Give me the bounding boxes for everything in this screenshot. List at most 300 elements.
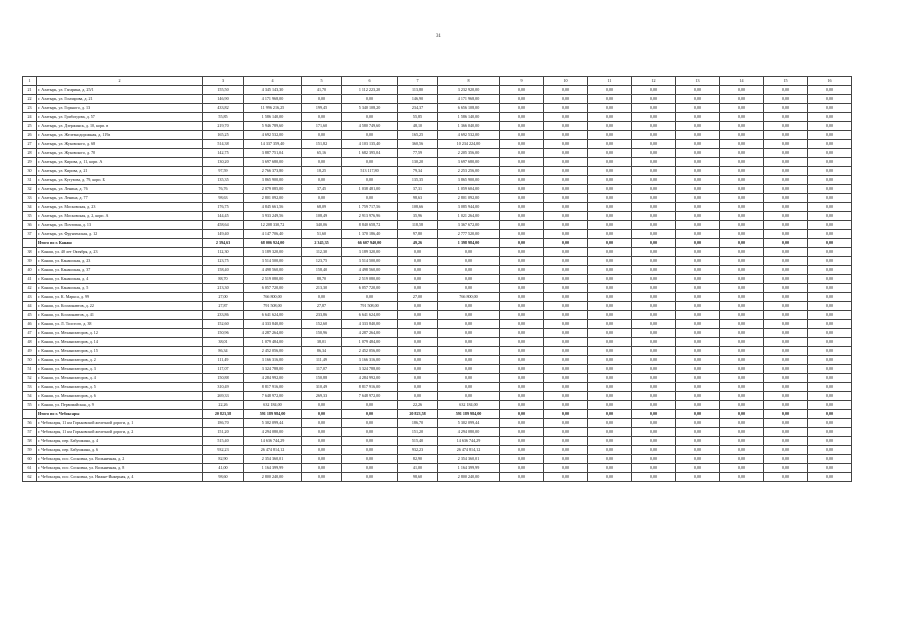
row-number-cell: 30 xyxy=(23,167,37,176)
value-cell: 0,00 xyxy=(720,239,764,248)
row-number-cell: 52 xyxy=(23,374,37,383)
value-cell: 2 345,35 xyxy=(302,239,342,248)
value-cell: 123,75 xyxy=(203,257,244,266)
row-number-cell: 29 xyxy=(23,158,37,167)
value-cell: 0,00 xyxy=(342,158,398,167)
value-cell: 88,70 xyxy=(302,275,342,284)
row-number-cell: 28 xyxy=(23,149,37,158)
table-row xyxy=(23,167,852,176)
value-cell: 0,00 xyxy=(764,203,808,212)
value-cell: 0,00 xyxy=(342,401,398,410)
value-cell: 4 845 661,56 xyxy=(244,203,302,212)
value-cell: 0,00 xyxy=(500,455,544,464)
value-cell: 165,25 xyxy=(398,131,438,140)
value-cell: 35,96 xyxy=(398,212,438,221)
value-cell: 0,00 xyxy=(764,383,808,392)
value-cell: 0,00 xyxy=(676,293,720,302)
table-row xyxy=(23,356,852,365)
value-cell: 5 946 789,60 xyxy=(244,122,302,131)
value-cell: 186,70 xyxy=(203,419,244,428)
value-cell: 0,00 xyxy=(632,113,676,122)
value-cell: 0,00 xyxy=(808,338,852,347)
value-cell: 4 345 143,30 xyxy=(244,86,302,95)
value-cell: 4 171 968,00 xyxy=(244,95,302,104)
value-cell: 458,64 xyxy=(203,221,244,230)
value-cell: 0,00 xyxy=(632,428,676,437)
value-cell: 186,70 xyxy=(398,419,438,428)
value-cell: 0,00 xyxy=(808,167,852,176)
value-cell: 0,00 xyxy=(808,113,852,122)
value-cell: 1 164 399,99 xyxy=(438,464,500,473)
value-cell: 0,00 xyxy=(588,212,632,221)
table-row xyxy=(23,194,852,203)
value-cell: 0,00 xyxy=(720,320,764,329)
subtotal-row xyxy=(23,410,852,419)
value-cell: 6 057 720,00 xyxy=(342,284,398,293)
value-cell: 0,00 xyxy=(544,149,588,158)
value-cell: 0,00 xyxy=(676,410,720,419)
table-row xyxy=(23,437,852,446)
value-cell: 0,00 xyxy=(676,149,720,158)
value-cell: 82,90 xyxy=(203,455,244,464)
value-cell: 0,00 xyxy=(632,374,676,383)
value-cell: 0,00 xyxy=(720,266,764,275)
value-cell: 0,00 xyxy=(500,302,544,311)
table-row xyxy=(23,419,852,428)
value-cell: 0,00 xyxy=(676,194,720,203)
value-cell: 0,00 xyxy=(764,167,808,176)
value-cell: 0,00 xyxy=(398,320,438,329)
value-cell: 0,00 xyxy=(676,86,720,95)
value-cell: 0,00 xyxy=(302,158,342,167)
value-cell: 0,00 xyxy=(302,419,342,428)
value-cell: 0,00 xyxy=(544,392,588,401)
value-cell: 0,00 xyxy=(500,419,544,428)
value-cell: 0,00 xyxy=(720,203,764,212)
value-cell: 0,00 xyxy=(720,392,764,401)
value-cell: 2 205 356,00 xyxy=(438,149,500,158)
table-row xyxy=(23,320,852,329)
value-cell: 0,00 xyxy=(764,428,808,437)
value-cell: 0,00 xyxy=(808,293,852,302)
value-cell: 0,00 xyxy=(720,293,764,302)
value-cell: 0,00 xyxy=(764,473,808,482)
value-cell: 0,00 xyxy=(588,194,632,203)
row-number-cell: 23 xyxy=(23,104,37,113)
value-cell: 0,00 xyxy=(588,302,632,311)
address-cell: г. Канаш, ул. Л. Толстого, д. 38 xyxy=(37,320,203,329)
value-cell: 3 933 249,56 xyxy=(244,212,302,221)
value-cell: 48,10 xyxy=(398,122,438,131)
row-number-cell: 36 xyxy=(23,221,37,230)
value-cell: 2 519 080,00 xyxy=(342,275,398,284)
value-cell: 0,00 xyxy=(500,122,544,131)
value-cell: 0,00 xyxy=(588,149,632,158)
value-cell: 111,49 xyxy=(302,356,342,365)
value-cell: 766 800,00 xyxy=(244,293,302,302)
column-number-cell: 8 xyxy=(438,77,500,86)
value-cell: 0,00 xyxy=(438,284,500,293)
row-number-cell xyxy=(23,410,37,419)
value-cell: 0,00 xyxy=(808,131,852,140)
value-cell: 0,00 xyxy=(500,320,544,329)
table-row xyxy=(23,338,852,347)
value-cell: 0,00 xyxy=(764,239,808,248)
value-cell: 0,00 xyxy=(720,194,764,203)
value-cell: 0,00 xyxy=(500,140,544,149)
value-cell: 0,00 xyxy=(544,410,588,419)
value-cell: 76,76 xyxy=(203,185,244,194)
value-cell: 0,00 xyxy=(500,464,544,473)
row-number-cell: 34 xyxy=(23,203,37,212)
address-cell: г. Канаш, ул. Механизаторов, д. 4 xyxy=(37,374,203,383)
value-cell: 0,00 xyxy=(342,446,398,455)
value-cell: 0,00 xyxy=(398,383,438,392)
value-cell: 0,00 xyxy=(500,221,544,230)
value-cell: 0,00 xyxy=(500,374,544,383)
value-cell: 0,00 xyxy=(342,113,398,122)
value-cell: 0,00 xyxy=(808,347,852,356)
row-number-cell: 62 xyxy=(23,473,37,482)
value-cell: 0,00 xyxy=(588,356,632,365)
value-cell: 158,40 xyxy=(203,266,244,275)
value-cell: 0,00 xyxy=(720,284,764,293)
value-cell: 117,07 xyxy=(203,365,244,374)
value-cell: 0,00 xyxy=(632,473,676,482)
value-cell: 0,00 xyxy=(500,329,544,338)
value-cell: 0,00 xyxy=(500,113,544,122)
value-cell: 0,00 xyxy=(588,392,632,401)
address-cell: г. Алатырь, ул. Московская, д. 2, корп. А xyxy=(37,212,203,221)
value-cell: 0,00 xyxy=(342,410,398,419)
value-cell: 0,00 xyxy=(808,374,852,383)
value-cell: 0,00 xyxy=(544,338,588,347)
column-number-cell: 14 xyxy=(720,77,764,86)
value-cell: 0,00 xyxy=(544,203,588,212)
row-number-cell: 32 xyxy=(23,185,37,194)
value-cell: 0,00 xyxy=(500,257,544,266)
value-cell: 0,00 xyxy=(808,401,852,410)
value-cell: 0,00 xyxy=(544,329,588,338)
value-cell: 0,00 xyxy=(808,104,852,113)
value-cell: 150,88 xyxy=(203,374,244,383)
value-cell: 0,00 xyxy=(398,365,438,374)
value-cell: 0,00 xyxy=(544,212,588,221)
value-cell: 0,00 xyxy=(764,356,808,365)
table-row xyxy=(23,257,852,266)
row-number-cell: 31 xyxy=(23,176,37,185)
table-row xyxy=(23,131,852,140)
value-cell: 37,45 xyxy=(302,185,342,194)
value-cell: 0,00 xyxy=(500,239,544,248)
value-cell: 0,00 xyxy=(588,257,632,266)
value-cell: 0,00 xyxy=(438,302,500,311)
row-number-cell: 41 xyxy=(23,275,37,284)
value-cell: 0,00 xyxy=(676,203,720,212)
value-cell: 0,00 xyxy=(588,167,632,176)
address-cell: Итого по г. Канаш xyxy=(37,239,203,248)
value-cell: 0,00 xyxy=(544,221,588,230)
value-cell: 1 586 140,00 xyxy=(244,113,302,122)
value-cell: 0,00 xyxy=(302,473,342,482)
value-cell: 0,00 xyxy=(342,473,398,482)
value-cell: 0,00 xyxy=(398,266,438,275)
value-cell: 0,00 xyxy=(808,383,852,392)
value-cell: 5 302 099,44 xyxy=(244,419,302,428)
value-cell: 0,00 xyxy=(632,86,676,95)
value-cell: 0,00 xyxy=(588,248,632,257)
value-cell: 4 284 992,00 xyxy=(244,374,302,383)
value-cell: 0,00 xyxy=(764,275,808,284)
value-cell: 3 865 900,00 xyxy=(244,176,302,185)
column-number-cell: 12 xyxy=(632,77,676,86)
value-cell: 0,00 xyxy=(398,392,438,401)
value-cell: 0,00 xyxy=(720,140,764,149)
value-cell: 0,00 xyxy=(544,473,588,482)
value-cell: 0,00 xyxy=(676,212,720,221)
value-cell: 3 697 680,00 xyxy=(438,158,500,167)
address-cell: г. Алатырь, ул. Московская, д. 23 xyxy=(37,203,203,212)
value-cell: 158,40 xyxy=(302,266,342,275)
value-cell: 0,00 xyxy=(588,455,632,464)
value-cell: 0,00 xyxy=(588,230,632,239)
value-cell: 165,25 xyxy=(203,131,244,140)
value-cell: 0,00 xyxy=(632,347,676,356)
value-cell: 0,00 xyxy=(398,329,438,338)
row-number-cell: 61 xyxy=(23,464,37,473)
value-cell: 0,00 xyxy=(500,230,544,239)
address-cell: г. Канаш, ул. Механизаторов, д. 5 xyxy=(37,383,203,392)
value-cell: 0,00 xyxy=(808,437,852,446)
value-cell: 0,00 xyxy=(808,266,852,275)
table-row xyxy=(23,86,852,95)
value-cell: 0,00 xyxy=(808,221,852,230)
value-cell: 0,00 xyxy=(808,257,852,266)
value-cell: 4 692 532,00 xyxy=(438,131,500,140)
value-cell: 0,00 xyxy=(500,401,544,410)
value-cell: 0,00 xyxy=(764,437,808,446)
value-cell: 0,00 xyxy=(302,293,342,302)
value-cell: 146,90 xyxy=(398,95,438,104)
value-cell: 68 006 924,00 xyxy=(244,239,302,248)
value-cell: 5 302 099,44 xyxy=(438,419,500,428)
table-row xyxy=(23,248,852,257)
value-cell: 0,00 xyxy=(544,401,588,410)
table-row xyxy=(23,104,852,113)
column-number-cell: 13 xyxy=(676,77,720,86)
value-cell: 14 636 744,29 xyxy=(244,437,302,446)
address-cell: г. Чебоксары, 11 км Горьковской железной дороги, д. 1 xyxy=(37,419,203,428)
value-cell: 117,07 xyxy=(302,365,342,374)
value-cell: 932,23 xyxy=(203,446,244,455)
address-cell: г. Алатырь, ул. Жуковского, д. 70 xyxy=(37,149,203,158)
value-cell: 0,00 xyxy=(500,203,544,212)
value-cell: 0,00 xyxy=(764,257,808,266)
value-cell: 791 508,00 xyxy=(342,302,398,311)
address-cell: г. Чебоксары, пер. Бабушкина, д. 4 xyxy=(37,437,203,446)
value-cell: 55,85 xyxy=(203,113,244,122)
value-cell: 0,00 xyxy=(808,365,852,374)
column-number-cell: 4 xyxy=(244,77,302,86)
value-cell: 0,00 xyxy=(544,194,588,203)
value-cell: 0,00 xyxy=(438,374,500,383)
value-cell: 0,00 xyxy=(632,338,676,347)
value-cell: 0,00 xyxy=(588,365,632,374)
value-cell: 0,00 xyxy=(438,257,500,266)
value-cell: 0,00 xyxy=(632,158,676,167)
value-cell: 0,00 xyxy=(544,176,588,185)
value-cell: 0,00 xyxy=(544,257,588,266)
value-cell: 0,00 xyxy=(544,464,588,473)
value-cell: 5 340 108,20 xyxy=(342,104,398,113)
value-cell: 0,00 xyxy=(544,275,588,284)
address-cell: г. Канаш, ул. К. Маркса, д. 99 xyxy=(37,293,203,302)
value-cell: 0,00 xyxy=(544,347,588,356)
value-cell: 932,23 xyxy=(398,446,438,455)
value-cell: 233,86 xyxy=(302,311,342,320)
value-cell: 0,00 xyxy=(720,104,764,113)
value-cell: 118,58 xyxy=(398,221,438,230)
value-cell: 0,00 xyxy=(808,176,852,185)
value-cell: 0,00 xyxy=(438,365,500,374)
value-cell: 0,00 xyxy=(676,158,720,167)
row-number-cell: 58 xyxy=(23,437,37,446)
value-cell: 0,00 xyxy=(676,437,720,446)
value-cell: 144,45 xyxy=(203,212,244,221)
address-cell: г. Канаш, ул. Механизаторов, д. 3 xyxy=(37,365,203,374)
value-cell: 0,00 xyxy=(500,311,544,320)
value-cell: 4 147 706,40 xyxy=(244,230,302,239)
value-cell: 0,00 xyxy=(720,401,764,410)
value-cell: 0,00 xyxy=(808,446,852,455)
table-row xyxy=(23,293,852,302)
value-cell: 0,00 xyxy=(632,320,676,329)
value-cell: 0,00 xyxy=(438,275,500,284)
value-cell: 0,00 xyxy=(676,311,720,320)
value-cell: 4 287 264,00 xyxy=(244,329,302,338)
table-row xyxy=(23,284,852,293)
value-cell: 22,26 xyxy=(398,401,438,410)
column-number-cell: 7 xyxy=(398,77,438,86)
value-cell: 514,38 xyxy=(203,140,244,149)
value-cell: 0,00 xyxy=(720,347,764,356)
value-cell: 0,00 xyxy=(676,464,720,473)
value-cell: 151,20 xyxy=(398,428,438,437)
value-cell: 0,00 xyxy=(720,131,764,140)
value-cell: 0,00 xyxy=(720,329,764,338)
value-cell: 0,00 xyxy=(676,104,720,113)
value-cell: 113,80 xyxy=(398,86,438,95)
value-cell: 0,00 xyxy=(764,374,808,383)
value-cell: 0,00 xyxy=(632,437,676,446)
address-cell: г. Канаш, ул. Канашская, д. 5 xyxy=(37,284,203,293)
value-cell: 0,00 xyxy=(544,158,588,167)
address-cell: г. Чебоксары, пос. Сосновка, ул. Вольничная, д. 8 xyxy=(37,464,203,473)
row-number-cell: 26 xyxy=(23,131,37,140)
value-cell: 6 641 624,00 xyxy=(244,311,302,320)
row-number-cell: 46 xyxy=(23,320,37,329)
value-cell: 0,00 xyxy=(764,311,808,320)
value-cell: 0,00 xyxy=(632,275,676,284)
value-cell: 0,00 xyxy=(632,176,676,185)
table-row xyxy=(23,266,852,275)
table-row xyxy=(23,347,852,356)
value-cell: 0,00 xyxy=(764,338,808,347)
value-cell: 0,00 xyxy=(588,86,632,95)
value-cell: 0,00 xyxy=(632,131,676,140)
table-row xyxy=(23,401,852,410)
address-cell: г. Алатырь, ул. Горького, д. 13 xyxy=(37,104,203,113)
value-cell: 0,00 xyxy=(808,455,852,464)
value-cell: 41,00 xyxy=(398,464,438,473)
value-cell: 0,00 xyxy=(676,383,720,392)
value-cell: 108,66 xyxy=(398,203,438,212)
value-cell: 86,34 xyxy=(203,347,244,356)
value-cell: 0,00 xyxy=(500,266,544,275)
value-cell: 0,00 xyxy=(302,401,342,410)
table-row xyxy=(23,302,852,311)
value-cell: 0,00 xyxy=(764,266,808,275)
value-cell: 0,00 xyxy=(764,329,808,338)
value-cell: 0,00 xyxy=(720,365,764,374)
value-cell: 0,00 xyxy=(588,374,632,383)
value-cell: 0,00 xyxy=(764,293,808,302)
value-cell: 0,00 xyxy=(764,347,808,356)
value-cell: 0,00 xyxy=(676,284,720,293)
row-number-cell: 24 xyxy=(23,113,37,122)
value-cell: 0,00 xyxy=(808,473,852,482)
address-cell: Итого по г. Чебоксары xyxy=(37,410,203,419)
value-cell: 111,49 xyxy=(203,356,244,365)
value-cell: 0,00 xyxy=(398,356,438,365)
value-cell: 0,00 xyxy=(302,455,342,464)
value-cell: 0,00 xyxy=(676,266,720,275)
value-cell: 0,00 xyxy=(438,266,500,275)
value-cell: 0,00 xyxy=(808,95,852,104)
value-cell: 0,00 xyxy=(588,293,632,302)
value-cell: 0,00 xyxy=(632,203,676,212)
table-row xyxy=(23,383,852,392)
value-cell: 0,00 xyxy=(588,158,632,167)
table-row xyxy=(23,149,852,158)
value-cell: 0,00 xyxy=(500,104,544,113)
value-cell: 0,00 xyxy=(764,221,808,230)
address-cell: г. Канаш, ул. Космонавтов, д. 41 xyxy=(37,311,203,320)
value-cell: 0,00 xyxy=(632,212,676,221)
address-cell: г. Канаш, ул. Первомайская, д. 9 xyxy=(37,401,203,410)
value-cell: 0,00 xyxy=(588,266,632,275)
row-number-cell: 47 xyxy=(23,329,37,338)
value-cell: 0,00 xyxy=(632,401,676,410)
value-cell: 0,00 xyxy=(720,410,764,419)
value-cell: 38,01 xyxy=(302,338,342,347)
value-cell: 152,60 xyxy=(302,320,342,329)
value-cell: 0,00 xyxy=(500,275,544,284)
value-cell: 233,86 xyxy=(203,311,244,320)
value-cell: 0,00 xyxy=(632,329,676,338)
value-cell: 4 294 080,00 xyxy=(244,428,302,437)
value-cell: 0,00 xyxy=(808,302,852,311)
value-cell: 0,00 xyxy=(764,104,808,113)
value-cell: 0,00 xyxy=(632,266,676,275)
value-cell: 0,00 xyxy=(676,473,720,482)
table-row xyxy=(23,455,852,464)
row-number-cell: 38 xyxy=(23,248,37,257)
value-cell: 27,87 xyxy=(203,302,244,311)
value-cell: 0,00 xyxy=(302,410,342,419)
address-cell: г. Алатырь, ул. Дзержинск, д. 10, корп. в xyxy=(37,122,203,131)
value-cell: 0,00 xyxy=(676,131,720,140)
